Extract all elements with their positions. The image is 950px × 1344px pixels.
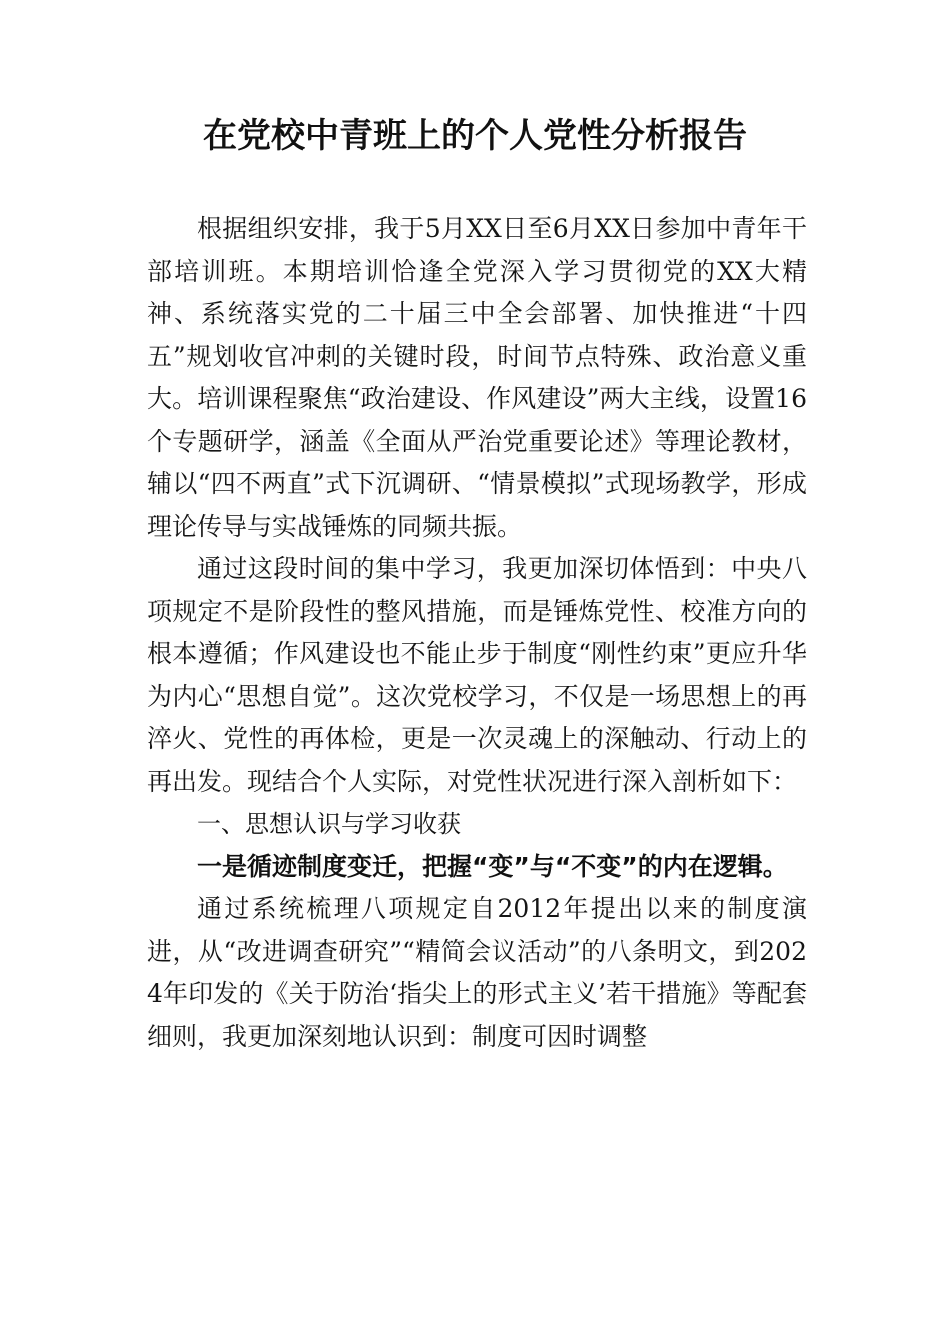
document-body	[147, 208, 807, 1058]
section-heading: 一、思想认识与学习收获	[197, 810, 461, 838]
document-title: 在党校中青班上的个人党性分析报告	[203, 116, 747, 156]
paragraph-institutional-evolution: 通过系统梳理八项规定自2012年提出以来的制度演进，从“改进调查研究”“精简会议活动”的八条明文，到2024年印发的《关于防治‘指尖上的形式主义’若干措施》等配套细则，我更加深刻地认识到：制度可因时调整	[147, 894, 807, 1051]
paragraph-training-overview: 根据组织安排，我于5月XX日至6月XX日参加中青年干部培训班。本期培训恰逢全党深入学习贯彻党的XX大精神、系统落实党的二十届三中全会部署、加快推进“十四五”规划收官冲刺的关键时段，时间节点特殊、政治意义重大。培训课程聚焦“政治建设、作风建设”两大主线，设置16个专题研学，涵盖《全面从严治党重要论述》等理论教材，辅以“四不两直”式下沉调研、“情景模拟”式现场教学，形成理论传导与实战锤炼的同频共振。	[147, 214, 807, 541]
paragraph-learning-reflection: 通过这段时间的集中学习，我更加深切体悟到：中央八项规定不是阶段性的整风措施，而是锤炼党性、校准方向的根本遵循；作风建设也不能止步于制度“刚性约束”更应升华为内心“思想自觉”。这次党校学习，不仅是一场思想上的再淬火、党性的再体检，更是一次灵魂上的深触动、行动上的再出发。现结合个人实际，对党性状况进行深入剖析如下：	[147, 554, 807, 796]
subsection-heading: 一是循迹制度变迁，把握“变”与“不变”的内在逻辑。	[197, 851, 788, 881]
